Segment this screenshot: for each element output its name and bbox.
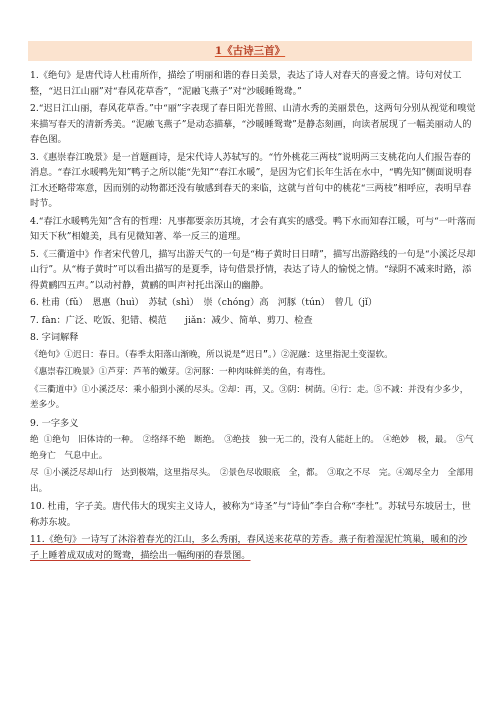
item-10: 10. 杜甫，字子美。唐代伟大的现实主义诗人，被称为“诗圣”与“诗仙”李白合称“李杜”。苏轼号东坡居士，世称苏东坡。 [30,501,471,528]
item-9-jue: 绝 ①绝句 旧体诗的一种。 ②络绎不绝 断绝。 ③绝技 独一无二的，没有人能赶上的。 ④绝妙 极，最。 ⑤气绝身亡 气息中止。 [30,435,474,461]
item-9-jin: 尽 ①小溪泛尽却山行 达到极端，这里指尽头。 ②景色尽收眼底 全，都。 ③取之不尽 完。④竭尽全力 全部用出。 [30,468,474,494]
section-title: 1《古诗三首》 [28,41,472,61]
item-6-pinyin: 6. 杜甫（fǔ） 恩惠（huì） 苏轼（shì） 崇（chóng）高 河豚（tún） 曾几（jǐ） [30,297,378,308]
item-7-homophones: 7. fàn：广泛、吃饭、犯错、模范 jiǎn：减少、简单、剪刀、检查 [30,314,313,326]
content-body [30,68,476,565]
item-8-huichong: 《惠崇春江晚景》①芦芽：芦苇的嫩芽。②河豚：一种肉味鲜美的鱼，有毒性。 [30,367,331,377]
item-3: 3.《惠崇春江晚景》是一首题画诗，是宋代诗人苏轼写的。“竹外桃花三两枝”说明两三支桃花向人们报告春的消息。“春江水暖鸭先知”鸭子之所以能“先知”“春江水暖”，是因为它们长年生活在水中，“鸭先知”侧面说明春江水还略带寒意，因而别的动物都还没有敏感到春天的来临，这就与首句中的桃花“三两枝”相呼应，表明早春时节。 [30,151,472,209]
item-8-jueju: 《绝句》①迟日：春日。（春季太阳落山渐晚，所以说是“迟日”。）②泥融：这里指泥土变湿软。 [30,349,393,360]
item-1: 1.《绝句》是唐代诗人杜甫所作，描绘了明丽和谐的春日美景，表达了诗人对春天的喜爱之情。诗句对仗工整，“迟日江山丽”对“春风花草香”，“泥融飞燕子”对“沙暖睡鸳鸯。” [30,70,462,97]
item-8-heading: 8. 字词解释 [30,332,79,343]
item-11: 11.《绝句》一诗写了沐浴着春光的江山，多么秀丽，春风送来花草的芳香。燕子衔着湿泥忙筑巢，暖和的沙子上睡着成双成对的鸳鸯，描绘出一幅绚丽的春景图。 [30,534,468,561]
item-2: 2.“迟日江山丽，春风花草香。”中“丽”字表现了春日阳光普照、山清水秀的美丽景色，这两句分别从视觉和嗅觉来描写春天的清新秀美。“泥融飞燕子”是动态描摹，“沙暖睡鸳鸯”是静态刻画，向读者展现了一幅美丽动人的春色图。 [30,103,476,145]
item-9-heading: 9. 一字多义 [30,417,79,429]
item-8-sanqu: 《三衢道中》①小溪泛尽：乘小船到小溪的尽头。②却：再，又。③阴：树荫。④行：走。⑤不减：并没有少多少，差多少。 [30,384,469,410]
item-4: 4.“春江水暖鸭先知”含有的哲理：凡事都要亲历其境，才会有真实的感受。鸭下水而知春江暖，可与“一叶落而知天下秋”相媲美，具有见微知著、举一反三的道理。 [30,215,476,242]
item-5: 5.《三衢道中》作者宋代曾几，描写出游天气的一句是“梅子黄时日日晴”，描写出游路线的一句是“小溪泛尽却山行”。从“梅子黄时”可以看出描写的是夏季，诗句借景抒情，表达了诗人的愉悦之情。“绿阴不减来时路，添得黄鹂四五声。”以动衬静，黄鹂的叫声衬托出深山的幽静。 [30,248,476,291]
